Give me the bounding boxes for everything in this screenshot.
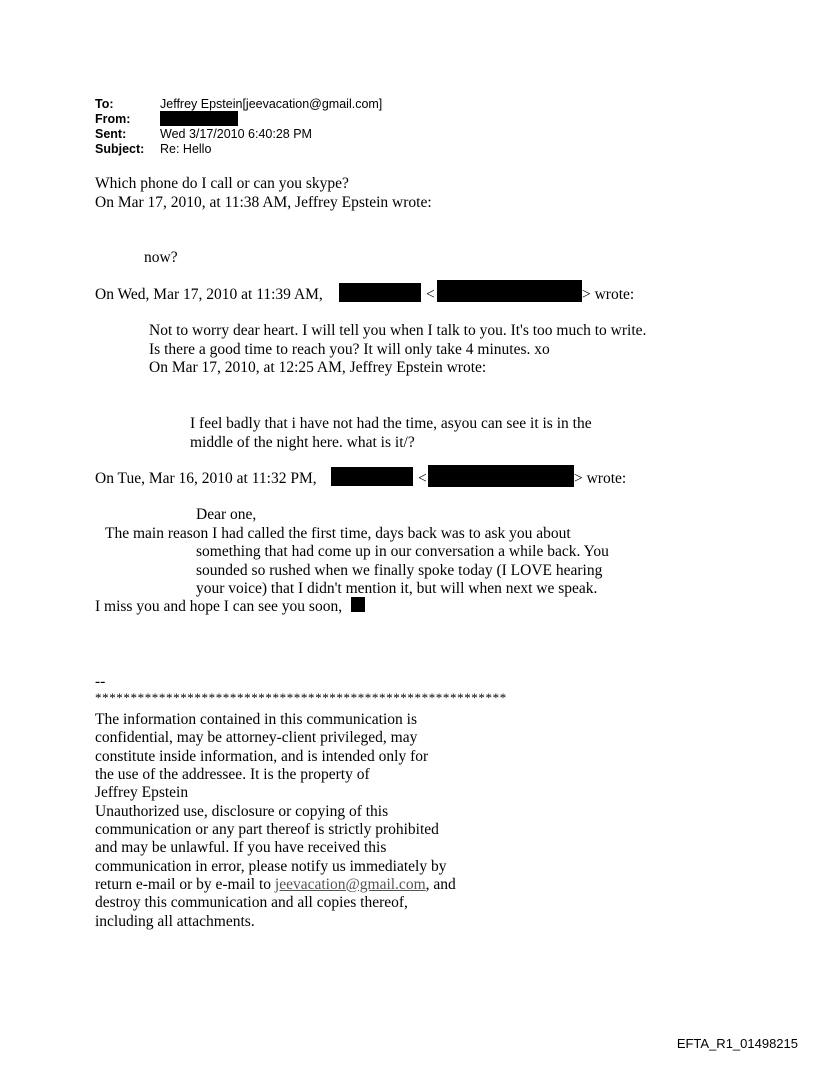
quote1-suffix: > wrote:	[582, 286, 635, 303]
to-label: To:	[95, 97, 114, 111]
document-id: EFTA_R1_01498215	[676, 1036, 798, 1051]
p3-line-4: sounded so rushed when we finally spoke today (I LOVE hearing	[196, 562, 603, 579]
p1-line-2: Is there a good time to reach you? It will only take 4 minutes. xo	[149, 341, 550, 358]
quote2-prefix: On Tue, Mar 16, 2010 at 11:32 PM,	[95, 470, 317, 487]
quote1-lt: <	[426, 286, 435, 303]
disclaimer-line-11: destroy this communication and all copies thereof,	[95, 894, 408, 911]
p3-line-2: The main reason I had called the first time, days back was to ask you about	[105, 525, 571, 542]
body-line-1: Which phone do I call or can you skype?	[95, 175, 349, 192]
redaction-signature	[351, 597, 365, 612]
p2-line-2: middle of the night here. what is it/?	[190, 434, 415, 451]
quote2-lt: <	[418, 470, 427, 487]
p1-line-1: Not to worry dear heart. I will tell you when I talk to you. It's too much to write.	[149, 322, 647, 339]
p3-line-6: I miss you and hope I can see you soon,	[95, 598, 343, 615]
stars-divider: **********************************************************	[95, 690, 507, 705]
subject-value: Re: Hello	[160, 142, 212, 156]
disclaimer-line-6: Unauthorized use, disclosure or copying of this	[95, 803, 389, 820]
disclaimer-line-10-post: , and	[425, 876, 456, 893]
disclaimer-line-10	[95, 875, 456, 894]
disclaimer-line-7: communication or any part thereof is strictly prohibited	[95, 821, 439, 838]
disclaimer-line-8: and may be unlawful. If you have received this	[95, 839, 387, 856]
p2-line-1: I feel badly that i have not had the time, asyou can see it is in the	[190, 415, 592, 432]
sig-dash: --	[95, 673, 106, 690]
redaction-from	[160, 111, 238, 126]
p3-line-5: your voice) that I didn't mention it, but will when next we speak.	[196, 580, 598, 597]
disclaimer-line-3: constitute inside information, and is intended only for	[95, 748, 429, 765]
redaction-quote2-email	[428, 465, 574, 487]
quote1-prefix: On Wed, Mar 17, 2010 at 11:39 AM,	[95, 286, 323, 303]
redaction-quote1-name	[339, 283, 421, 302]
to-value: Jeffrey Epstein[jeevacation@gmail.com]	[160, 97, 383, 111]
from-label: From:	[95, 112, 131, 126]
redaction-quote2-name	[331, 467, 413, 486]
body-now: now?	[144, 249, 178, 266]
redaction-quote1-email	[437, 280, 582, 302]
email-link[interactable]: jeevacation@gmail.com	[274, 876, 426, 893]
p1-line-3: On Mar 17, 2010, at 12:25 AM, Jeffrey Epstein wrote:	[149, 359, 487, 376]
disclaimer-line-9: communication in error, please notify us immediately by	[95, 858, 447, 875]
disclaimer-line-1: The information contained in this communication is	[95, 711, 417, 728]
disclaimer-line-10-pre: return e-mail or by e-mail to	[95, 876, 275, 893]
disclaimer-line-2: confidential, may be attorney-client privileged, may	[95, 729, 418, 746]
disclaimer-line-5: Jeffrey Epstein	[95, 784, 189, 801]
p3-line-3: something that had come up in our conversation a while back. You	[196, 543, 609, 560]
sent-label: Sent:	[95, 127, 127, 141]
subject-label: Subject:	[95, 142, 145, 156]
quote2-suffix: > wrote:	[574, 470, 627, 487]
disclaimer-line-4: the use of the addressee. It is the property of	[95, 766, 370, 783]
disclaimer-line-12: including all attachments.	[95, 913, 255, 930]
body-line-2: On Mar 17, 2010, at 11:38 AM, Jeffrey Epstein wrote:	[95, 194, 432, 211]
sent-value: Wed 3/17/2010 6:40:28 PM	[160, 127, 312, 141]
p3-line-1: Dear one,	[196, 506, 257, 523]
